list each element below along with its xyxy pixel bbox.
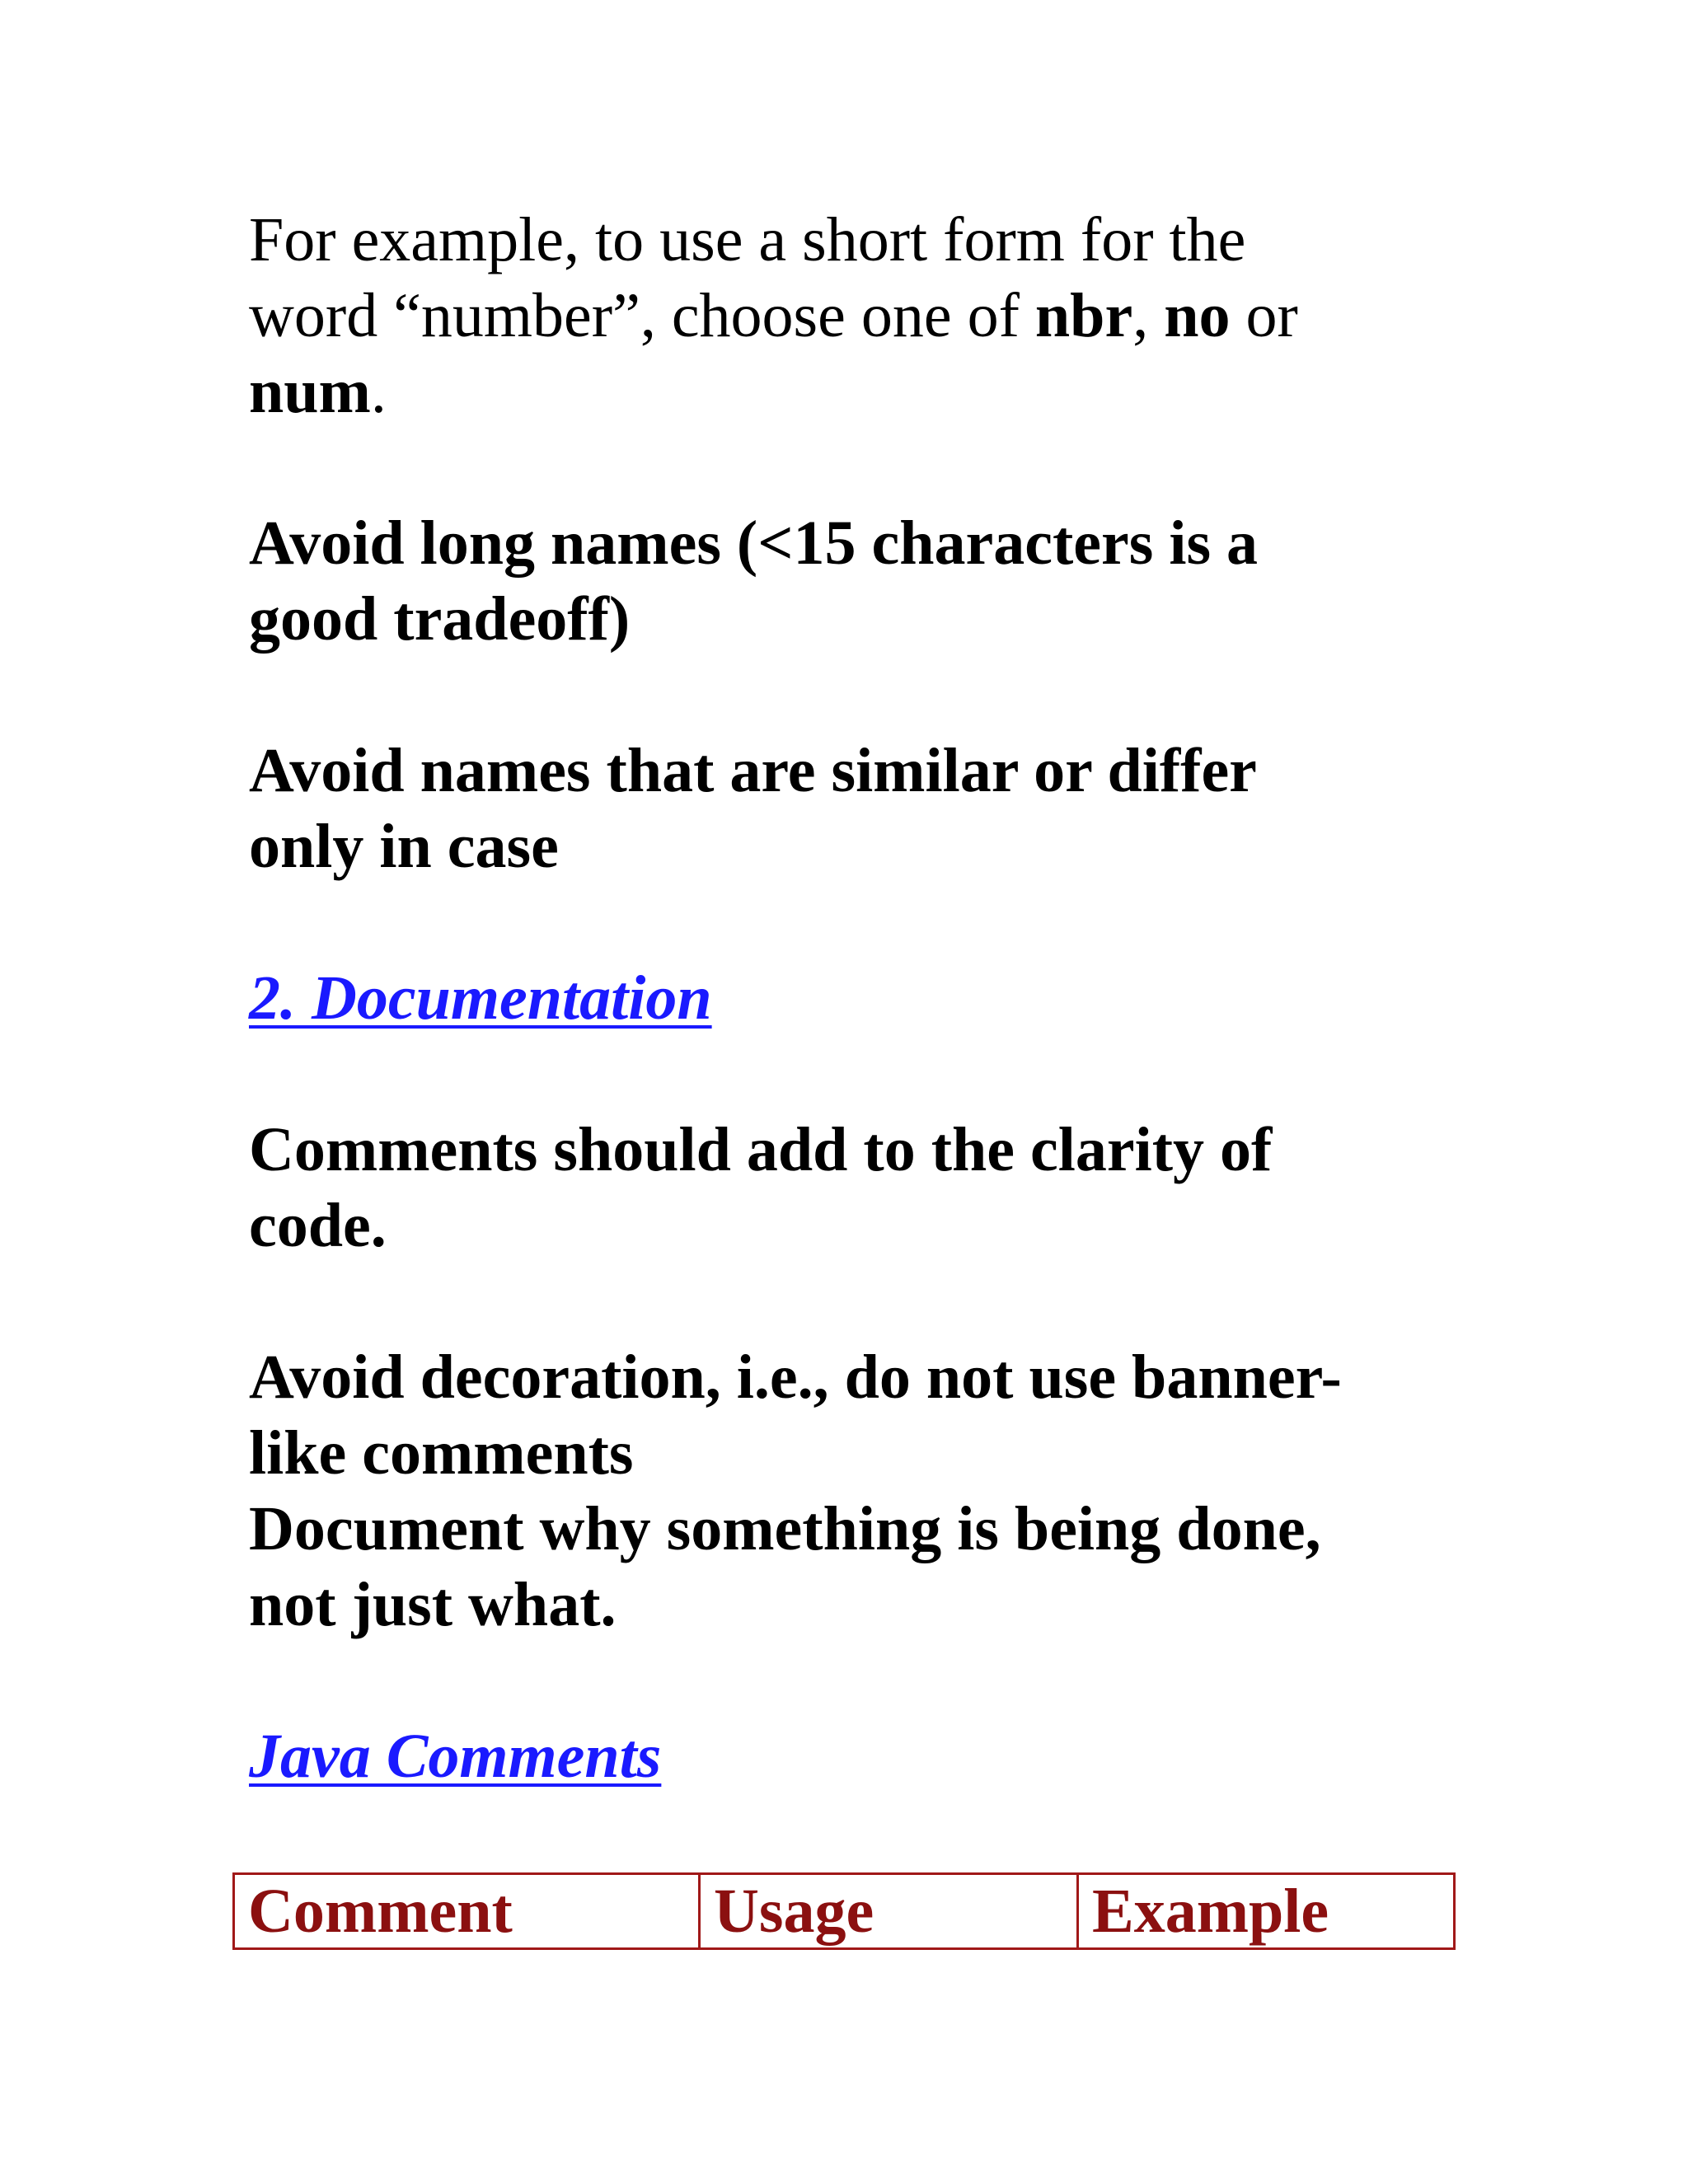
rule-long-names: good tradeoff) <box>249 584 631 654</box>
intro-text: word “number”, choose one of <box>249 281 1035 350</box>
table-header-row <box>234 1874 1455 1949</box>
heading-line <box>249 1718 1469 1794</box>
spacer <box>249 1263 1469 1339</box>
rule-similar-names: only in case <box>249 812 559 881</box>
rule-similar-names: Avoid names that are similar or differ <box>249 736 1257 805</box>
table-header-usage: Usage <box>700 1874 1078 1949</box>
doc-decoration: like comments <box>249 1418 634 1488</box>
spacer <box>249 429 1469 505</box>
paragraph-line <box>249 202 1469 278</box>
document-page <box>249 202 1469 1794</box>
abbrev-num: num <box>249 357 371 426</box>
heading-line <box>249 960 1469 1036</box>
java-comments-heading-link[interactable]: Java Comments <box>249 1722 662 1791</box>
doc-why: Document why something is being done, <box>249 1494 1321 1563</box>
paragraph-line <box>249 278 1469 354</box>
paragraph-line <box>249 354 1469 429</box>
rule-long-names: Avoid long names (<15 characters is a <box>249 509 1259 578</box>
intro-text: For example, to use a short form for the <box>249 205 1246 274</box>
abbrev-no: no <box>1164 281 1231 350</box>
intro-text: , <box>1132 281 1165 350</box>
abbrev-nbr: nbr <box>1034 281 1133 350</box>
spacer <box>249 1036 1469 1112</box>
java-comments-table <box>232 1872 1456 1950</box>
spacer <box>249 884 1469 960</box>
doc-clarity: code. <box>249 1191 387 1260</box>
documentation-heading-link[interactable]: 2. Documentation <box>249 963 712 1033</box>
doc-decoration: Avoid decoration, i.e., do not use banner- <box>249 1343 1342 1412</box>
doc-why: not just what. <box>249 1570 617 1639</box>
doc-clarity: Comments should add to the clarity of <box>249 1115 1273 1184</box>
table-header-comment: Comment <box>234 1874 700 1949</box>
spacer <box>249 657 1469 733</box>
intro-text: . <box>370 357 387 426</box>
intro-text: or <box>1230 281 1298 350</box>
spacer <box>249 1643 1469 1718</box>
table-header-example: Example <box>1078 1874 1455 1949</box>
